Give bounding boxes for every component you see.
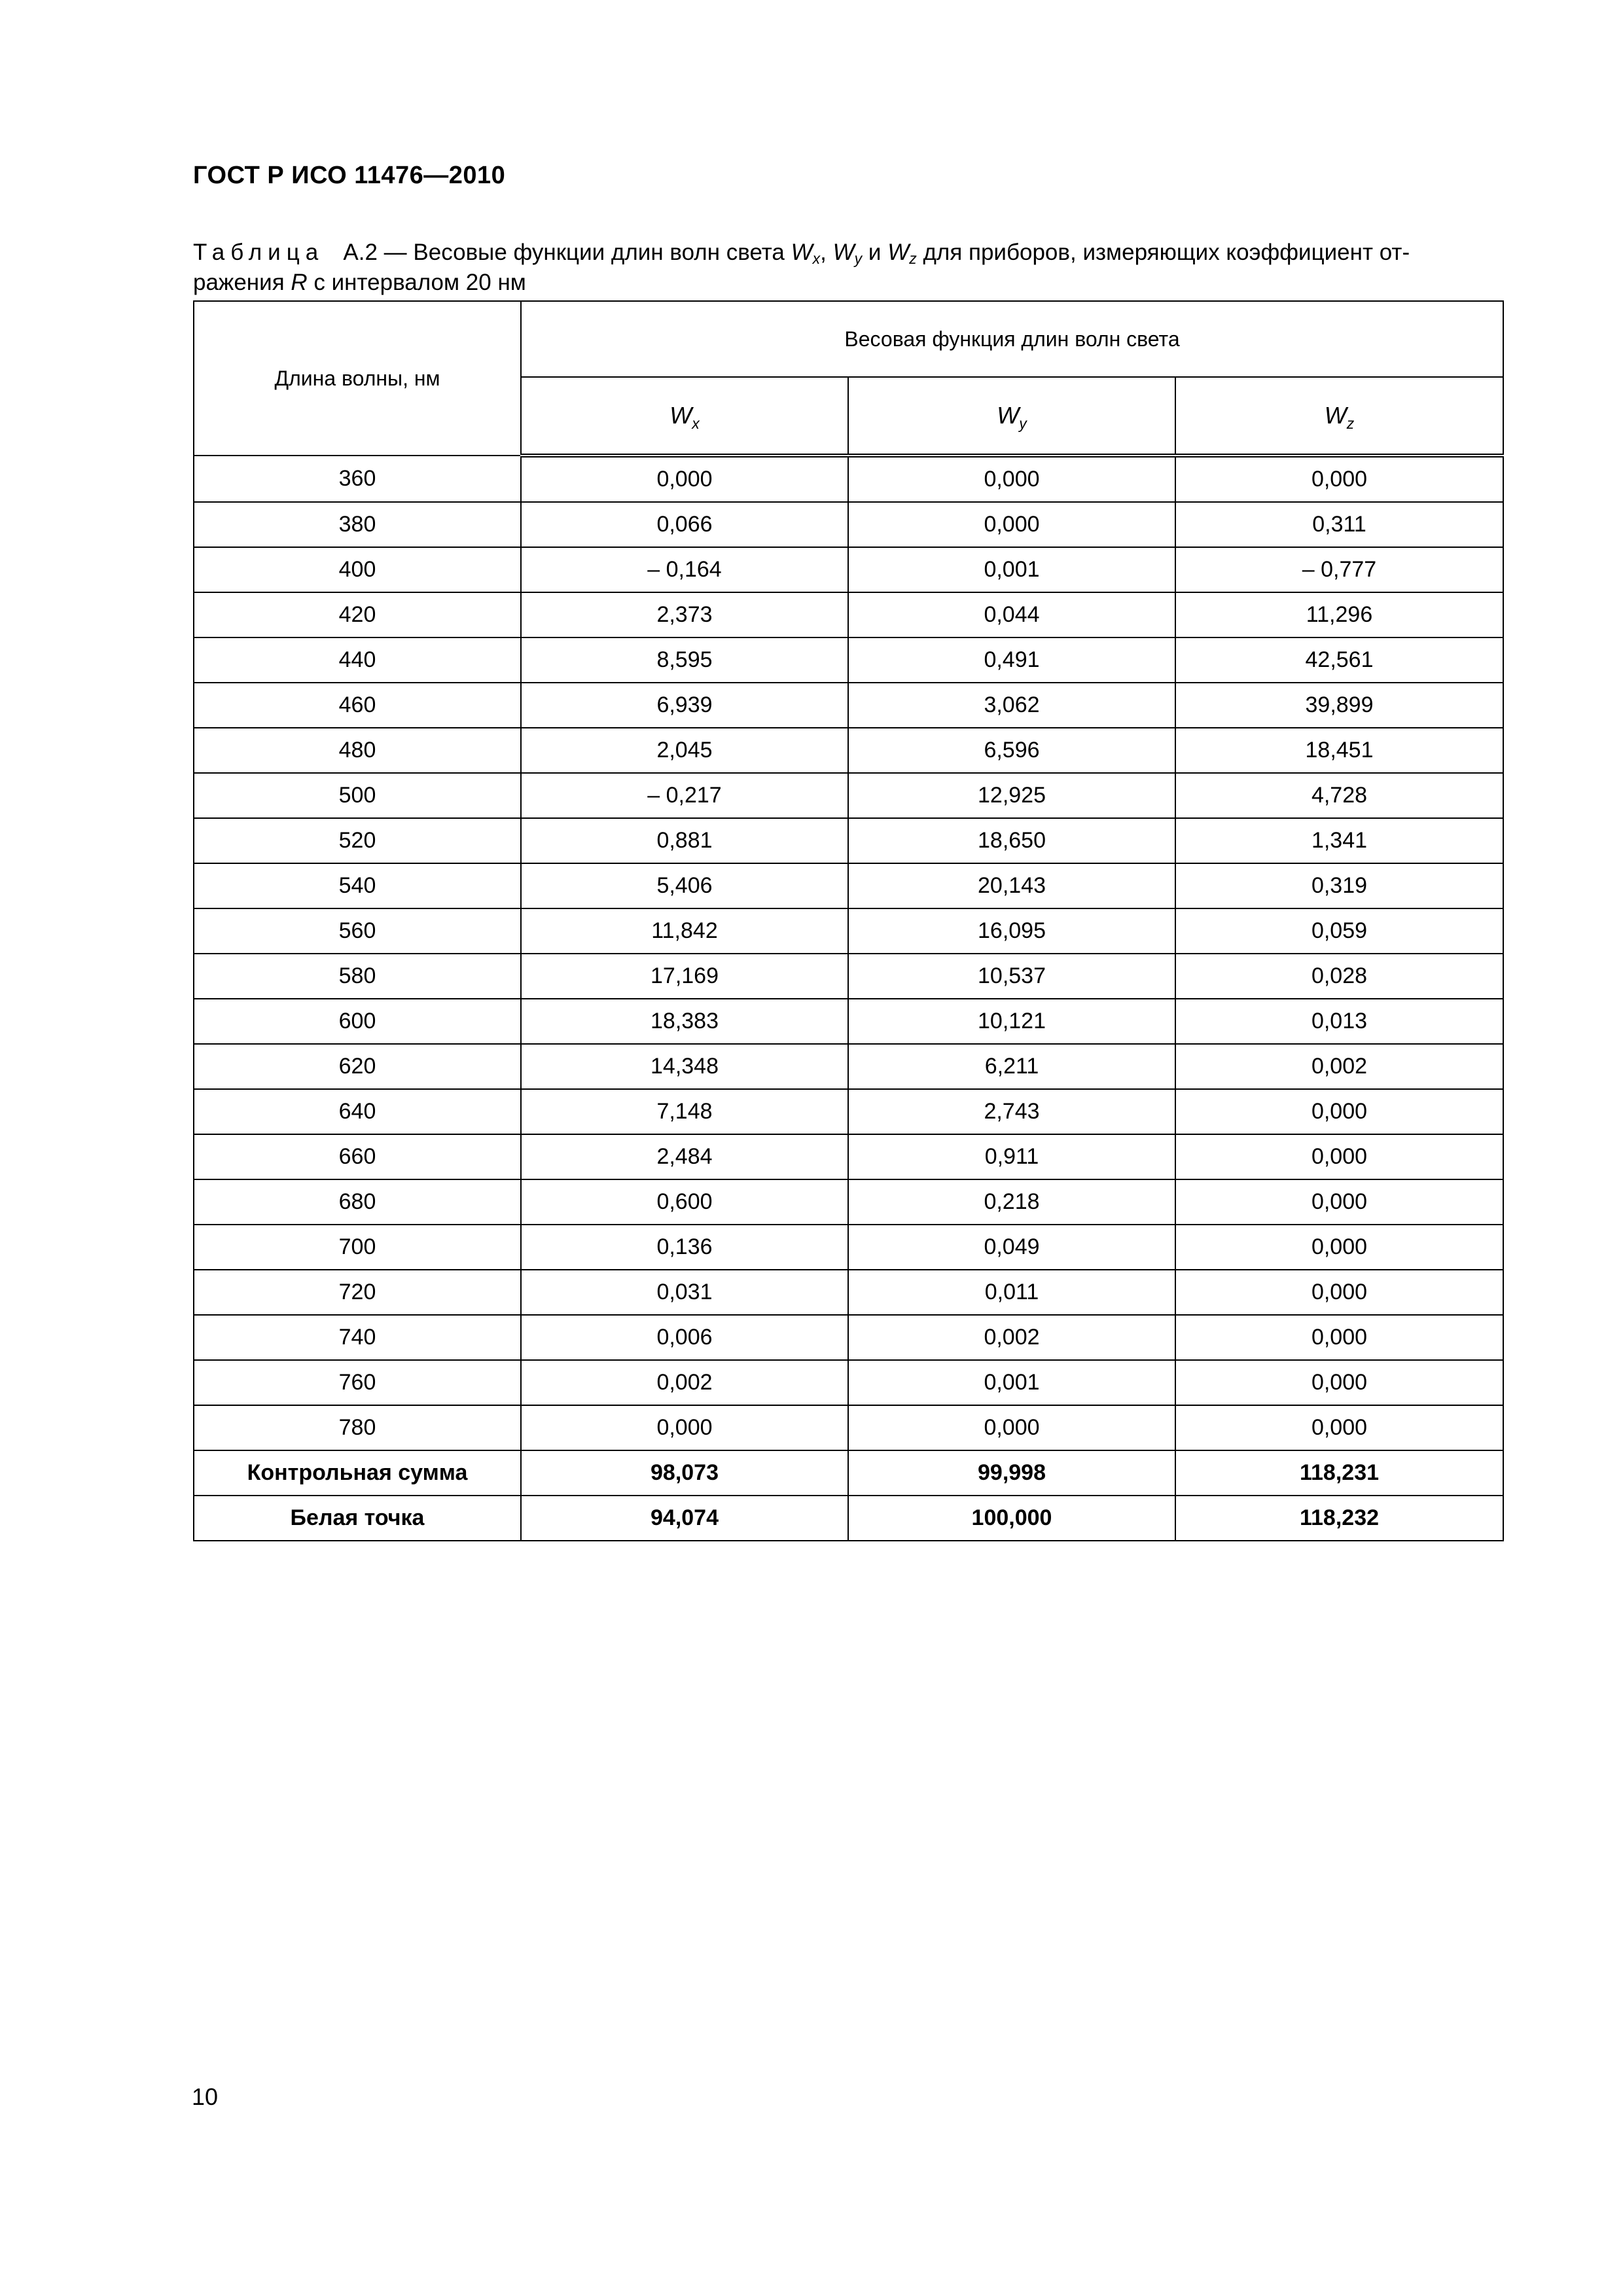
cell-wx: 2,484 (521, 1134, 848, 1179)
cell-wy: 100,000 (848, 1496, 1175, 1541)
cell-wavelength: 640 (194, 1089, 521, 1134)
cell-wz: 0,002 (1175, 1044, 1503, 1089)
caption-and: и (868, 240, 882, 265)
cell-wavelength: 740 (194, 1315, 521, 1360)
cell-wavelength: 400 (194, 547, 521, 592)
totals-label: Белая точка (194, 1496, 521, 1541)
cell-wz: 18,451 (1175, 728, 1503, 773)
table-row (194, 1315, 1503, 1360)
cell-wy: 18,650 (848, 818, 1175, 863)
cell-wz: 0,028 (1175, 954, 1503, 999)
cell-wy: 6,596 (848, 728, 1175, 773)
cell-wx: 11,842 (521, 908, 848, 954)
cell-wz: 118,231 (1175, 1450, 1503, 1496)
cell-wavelength: 620 (194, 1044, 521, 1089)
cell-wy: 0,491 (848, 637, 1175, 683)
cell-wz: 39,899 (1175, 683, 1503, 728)
cell-wx: 0,066 (521, 502, 848, 547)
cell-wavelength: 560 (194, 908, 521, 954)
table-row (194, 773, 1503, 818)
cell-wx: 2,045 (521, 728, 848, 773)
cell-wx: 0,006 (521, 1315, 848, 1360)
cell-wx: – 0,164 (521, 547, 848, 592)
caption-text-3: ражения (193, 270, 285, 295)
cell-wy: 10,537 (848, 954, 1175, 999)
cell-wy: 0,001 (848, 547, 1175, 592)
table-row (194, 1044, 1503, 1089)
cell-wx: 0,881 (521, 818, 848, 863)
cell-wavelength: 460 (194, 683, 521, 728)
document-header: ГОСТ Р ИСО 11476—2010 (193, 162, 506, 189)
header-wz: $W_z$ (1175, 377, 1503, 456)
table-row (194, 863, 1503, 908)
table-caption (193, 238, 1502, 298)
table-body (194, 456, 1503, 1541)
caption-text-1: А.2 — Весовые функции длин волн света (343, 240, 785, 265)
cell-wz: 0,059 (1175, 908, 1503, 954)
cell-wavelength: 380 (194, 502, 521, 547)
caption-text-2: для приборов, измеряющих коэффициент от- (923, 240, 1410, 265)
cell-wz: 11,296 (1175, 592, 1503, 637)
table-row (194, 818, 1503, 863)
cell-wy: 99,998 (848, 1450, 1175, 1496)
cell-wz: 0,000 (1175, 1134, 1503, 1179)
cell-wz: 0,311 (1175, 502, 1503, 547)
cell-wx: 0,031 (521, 1270, 848, 1315)
cell-wz: 0,000 (1175, 1089, 1503, 1134)
table-row (194, 1405, 1503, 1450)
wx-symbol: $W_x$ (791, 240, 821, 267)
cell-wy: 0,044 (848, 592, 1175, 637)
cell-wx: 0,000 (521, 456, 848, 502)
cell-wz: 0,000 (1175, 456, 1503, 502)
cell-wx: – 0,217 (521, 773, 848, 818)
cell-wy: 20,143 (848, 863, 1175, 908)
cell-wavelength: 780 (194, 1405, 521, 1450)
cell-wavelength: 440 (194, 637, 521, 683)
cell-wz: 0,000 (1175, 1405, 1503, 1450)
cell-wavelength: 720 (194, 1270, 521, 1315)
cell-wx: 98,073 (521, 1450, 848, 1496)
control-sum-row (194, 1450, 1503, 1496)
cell-wx: 0,136 (521, 1225, 848, 1270)
header-wy: $W_y$ (848, 377, 1175, 456)
cell-wx: 6,939 (521, 683, 848, 728)
page-number: 10 (192, 2083, 219, 2110)
cell-wz: 0,000 (1175, 1360, 1503, 1405)
table-row (194, 1134, 1503, 1179)
cell-wavelength: 600 (194, 999, 521, 1044)
cell-wz: 42,561 (1175, 637, 1503, 683)
cell-wx: 2,373 (521, 592, 848, 637)
header-wx: $W_x$ (521, 377, 848, 456)
cell-wx: 17,169 (521, 954, 848, 999)
cell-wavelength: 540 (194, 863, 521, 908)
table-row (194, 908, 1503, 954)
header-wavelength: Длина волны, нм (194, 301, 521, 456)
cell-wz: 0,319 (1175, 863, 1503, 908)
cell-wy: 0,002 (848, 1315, 1175, 1360)
cell-wy: 3,062 (848, 683, 1175, 728)
cell-wz: 0,000 (1175, 1179, 1503, 1225)
cell-wavelength: 420 (194, 592, 521, 637)
cell-wz: – 0,777 (1175, 547, 1503, 592)
cell-wy: 0,049 (848, 1225, 1175, 1270)
white-point-row (194, 1496, 1503, 1541)
cell-wz: 1,341 (1175, 818, 1503, 863)
table-row (194, 1225, 1503, 1270)
cell-wavelength: 680 (194, 1179, 521, 1225)
cell-wx: 18,383 (521, 999, 848, 1044)
cell-wx: 7,148 (521, 1089, 848, 1134)
caption-line-2 (193, 268, 1502, 298)
table-row (194, 728, 1503, 773)
cell-wz: 0,000 (1175, 1270, 1503, 1315)
table-row (194, 999, 1503, 1044)
cell-wavelength: 480 (194, 728, 521, 773)
cell-wavelength: 580 (194, 954, 521, 999)
cell-wx: 94,074 (521, 1496, 848, 1541)
cell-wavelength: 700 (194, 1225, 521, 1270)
cell-wavelength: 360 (194, 456, 521, 502)
cell-wy: 0,001 (848, 1360, 1175, 1405)
table-row (194, 456, 1503, 502)
cell-wy: 16,095 (848, 908, 1175, 954)
cell-wy: 12,925 (848, 773, 1175, 818)
totals-label: Контрольная сумма (194, 1450, 521, 1496)
cell-wx: 14,348 (521, 1044, 848, 1089)
table-row (194, 683, 1503, 728)
cell-wx: 0,000 (521, 1405, 848, 1450)
r-symbol: R (291, 270, 308, 295)
weighting-functions-table (193, 300, 1504, 1541)
cell-wy: 0,000 (848, 502, 1175, 547)
table-row (194, 1270, 1503, 1315)
cell-wx: 0,002 (521, 1360, 848, 1405)
table-row (194, 1179, 1503, 1225)
caption-comma: , (820, 240, 827, 265)
cell-wy: 0,011 (848, 1270, 1175, 1315)
cell-wx: 5,406 (521, 863, 848, 908)
cell-wx: 0,600 (521, 1179, 848, 1225)
cell-wy: 2,743 (848, 1089, 1175, 1134)
cell-wz: 0,013 (1175, 999, 1503, 1044)
table-row (194, 592, 1503, 637)
caption-label: Таблица (193, 240, 325, 265)
cell-wy: 10,121 (848, 999, 1175, 1044)
cell-wz: 0,000 (1175, 1225, 1503, 1270)
header-weight-function-group: Весовая функция длин волн света (521, 301, 1503, 377)
cell-wx: 8,595 (521, 637, 848, 683)
table-row (194, 1089, 1503, 1134)
cell-wavelength: 500 (194, 773, 521, 818)
table-row (194, 547, 1503, 592)
caption-text-4: с интервалом 20 нм (313, 270, 526, 295)
caption-line-1 (193, 238, 1502, 268)
cell-wz: 118,232 (1175, 1496, 1503, 1541)
cell-wz: 4,728 (1175, 773, 1503, 818)
table-row (194, 502, 1503, 547)
cell-wy: 0,218 (848, 1179, 1175, 1225)
wz-symbol: $W_z$ (887, 240, 917, 267)
cell-wavelength: 520 (194, 818, 521, 863)
cell-wavelength: 760 (194, 1360, 521, 1405)
cell-wz: 0,000 (1175, 1315, 1503, 1360)
table-row (194, 954, 1503, 999)
wy-symbol: $W_y$ (832, 240, 863, 267)
cell-wy: 0,911 (848, 1134, 1175, 1179)
cell-wavelength: 660 (194, 1134, 521, 1179)
cell-wy: 0,000 (848, 1405, 1175, 1450)
table-row (194, 1360, 1503, 1405)
cell-wy: 6,211 (848, 1044, 1175, 1089)
cell-wy: 0,000 (848, 456, 1175, 502)
table-row (194, 637, 1503, 683)
